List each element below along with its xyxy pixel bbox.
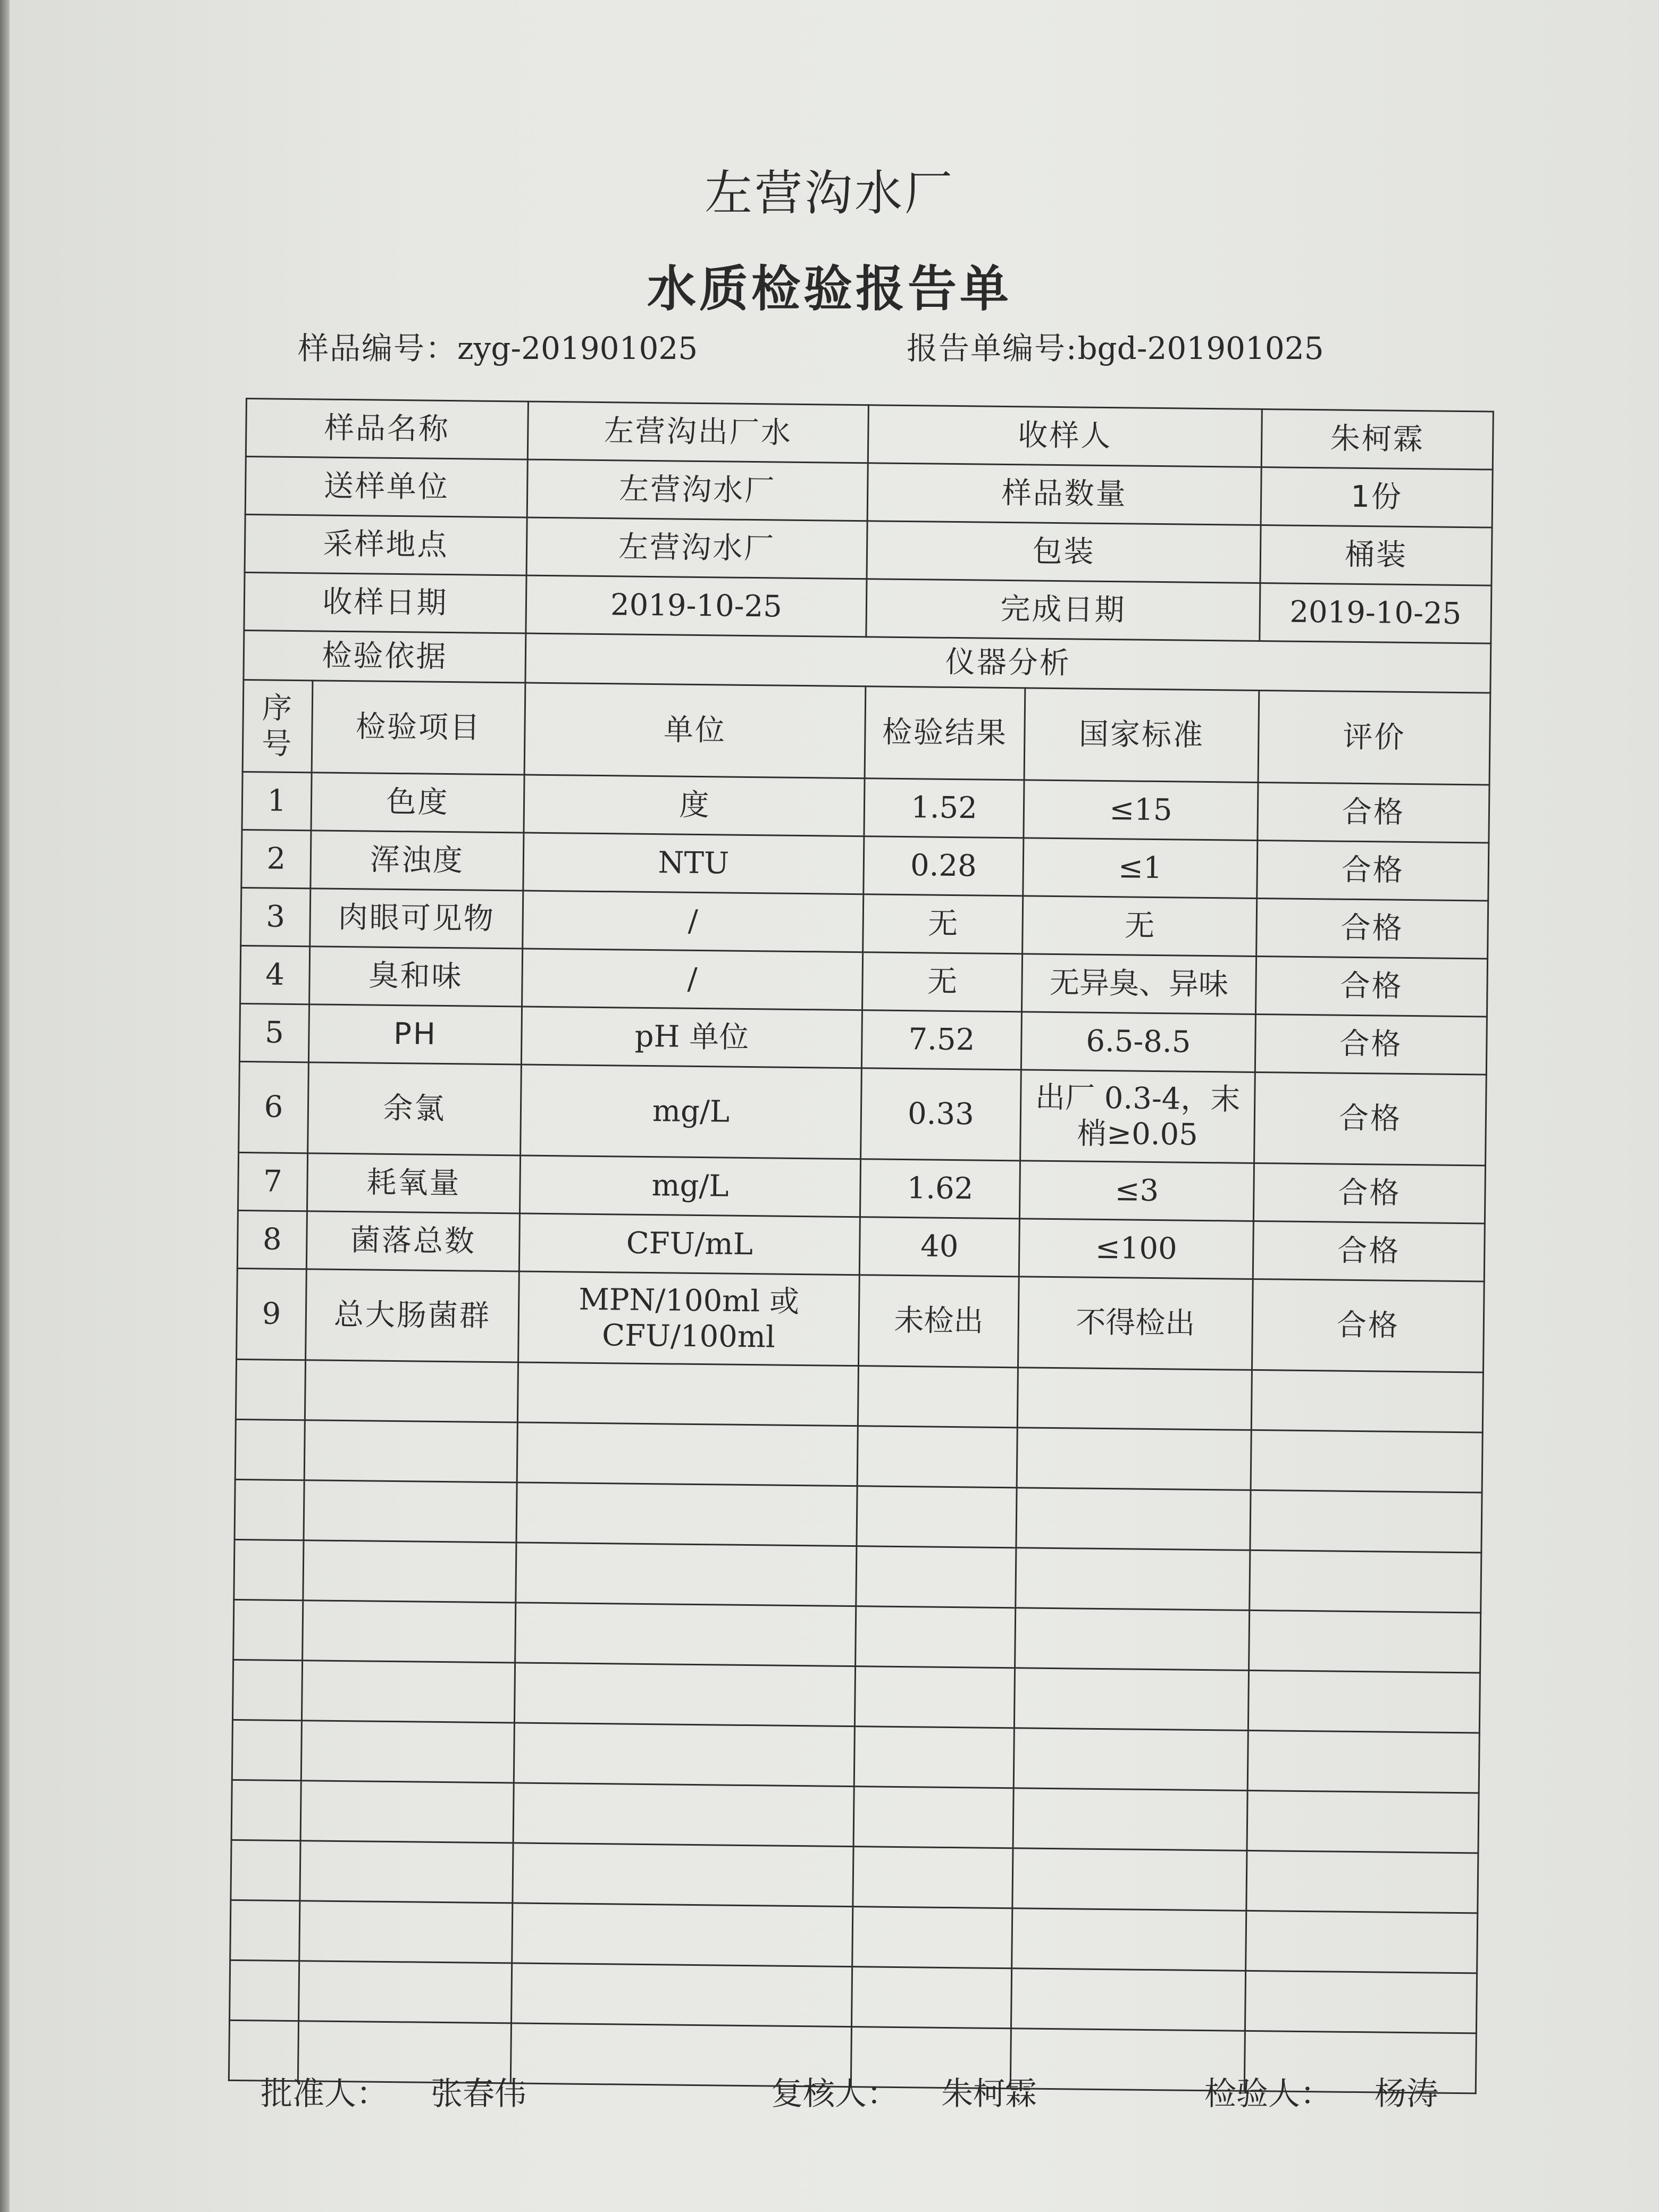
inspector-label: 检验人：	[1204, 2075, 1332, 2113]
empty-cell	[1245, 1971, 1477, 2033]
empty-cell	[857, 1486, 1017, 1548]
cell-no: 4	[240, 945, 310, 1004]
receiver-label: 收样人	[868, 405, 1262, 467]
empty-cell	[853, 1847, 1013, 1908]
empty-cell	[1251, 1430, 1482, 1493]
empty-cell	[305, 1360, 518, 1422]
empty-cell	[514, 1723, 854, 1787]
sample-number-label: 样品编号：	[298, 330, 458, 366]
empty-cell	[1248, 1670, 1480, 1733]
empty-cell	[231, 1840, 300, 1900]
empty-cell	[853, 1787, 1013, 1848]
empty-cell	[1246, 1850, 1478, 1913]
cell-result: 无	[862, 952, 1023, 1012]
cell-no: 1	[242, 772, 312, 830]
empty-cell	[857, 1426, 1017, 1488]
packaging-label: 包装	[867, 521, 1261, 583]
cell-no: 2	[241, 830, 311, 888]
empty-cell	[1016, 1488, 1251, 1551]
cell-standard: ≤15	[1024, 780, 1258, 841]
cell-evaluation: 合格	[1255, 956, 1487, 1017]
cell-unit: pH 单位	[521, 1007, 862, 1068]
receive-date-value: 2019-10-25	[526, 575, 867, 637]
col-header-no: 序号	[242, 680, 313, 772]
empty-cell	[516, 1482, 857, 1546]
empty-cell	[304, 1480, 517, 1543]
reviewer	[771, 2068, 1037, 2114]
sender-unit-value: 左营沟水厂	[527, 459, 868, 521]
sample-number-value: zyg-201901025	[457, 330, 698, 366]
empty-cell	[1250, 1550, 1481, 1613]
col-header-evaluation: 评价	[1258, 690, 1490, 785]
empty-cell	[512, 1963, 852, 2027]
cell-item: 耗氧量	[307, 1153, 520, 1213]
cell-result: 1.52	[864, 778, 1024, 838]
cell-standard: ≤3	[1019, 1161, 1254, 1221]
empty-cell	[856, 1606, 1016, 1668]
item-rows	[237, 772, 1489, 1372]
cell-standard: 无异臭、异味	[1021, 954, 1256, 1015]
empty-cell	[1013, 1788, 1247, 1851]
finish-date-label: 完成日期	[866, 579, 1260, 641]
basis-value: 仪器分析	[525, 633, 1491, 693]
cell-item: 菌落总数	[306, 1211, 520, 1271]
empty-cell	[1246, 1911, 1478, 1973]
empty-cell	[517, 1422, 858, 1486]
empty-cell	[1249, 1610, 1481, 1673]
cell-unit: CFU/mL	[519, 1213, 860, 1275]
cell-unit: MPN/100ml 或 CFU/100ml	[518, 1271, 860, 1366]
empty-cell	[513, 1843, 853, 1907]
cell-no: 6	[239, 1061, 309, 1153]
empty-rows	[229, 1359, 1483, 2093]
col-header-item: 检验项目	[312, 681, 525, 775]
empty-cell	[303, 1601, 516, 1663]
empty-cell	[856, 1546, 1016, 1608]
cell-unit: 度	[524, 775, 865, 836]
empty-cell	[304, 1420, 517, 1482]
empty-cell	[234, 1539, 304, 1600]
empty-cell	[1012, 1908, 1246, 1971]
empty-cell	[1014, 1668, 1249, 1731]
cell-item: PH	[308, 1004, 522, 1065]
empty-cell	[230, 1900, 300, 1960]
cell-evaluation: 合格	[1253, 1163, 1485, 1224]
cell-no: 9	[237, 1268, 307, 1360]
quantity-value: 1份	[1261, 467, 1493, 528]
cell-evaluation: 合格	[1258, 782, 1489, 843]
sample-number	[298, 323, 698, 368]
cell-result: 未检出	[858, 1275, 1019, 1368]
empty-cell	[236, 1359, 305, 1420]
basis-label: 检验依据	[244, 630, 526, 683]
cell-item: 浑浊度	[311, 831, 524, 891]
approver-label: 批准人：	[261, 2075, 388, 2113]
empty-cell	[300, 1781, 514, 1843]
empty-cell	[232, 1660, 302, 1720]
table-row	[239, 1061, 1487, 1166]
empty-cell	[512, 1903, 853, 1967]
cell-item: 肉眼可见物	[310, 889, 523, 949]
empty-cell	[1247, 1790, 1479, 1853]
cell-no: 3	[241, 887, 311, 946]
cell-standard: 出厂 0.3-4，末梢≥0.05	[1020, 1070, 1255, 1163]
reviewer-label: 复核人：	[771, 2075, 899, 2113]
cell-result: 40	[859, 1217, 1019, 1277]
sender-unit-label: 送样单位	[245, 457, 527, 518]
col-header-result: 检验结果	[865, 686, 1025, 780]
receive-date-label: 收样日期	[244, 572, 526, 633]
cell-unit: mg/L	[521, 1065, 862, 1159]
approver	[261, 2068, 526, 2114]
cell-evaluation: 合格	[1252, 1279, 1484, 1372]
table-row	[237, 1268, 1485, 1372]
cell-result: 7.52	[861, 1010, 1021, 1070]
cell-evaluation: 合格	[1253, 1221, 1485, 1281]
report-number	[907, 323, 1324, 368]
cell-standard: 无	[1023, 896, 1257, 957]
receiver-value: 朱柯霖	[1261, 409, 1493, 470]
quantity-label: 样品数量	[867, 463, 1261, 525]
report-title: 水质检验报告单	[647, 261, 1012, 317]
empty-cell	[517, 1362, 858, 1426]
cell-standard: ≤100	[1019, 1219, 1253, 1279]
empty-cell	[303, 1540, 516, 1603]
finish-date-value: 2019-10-25	[1260, 583, 1492, 643]
column-header-row	[242, 680, 1490, 785]
cell-item: 色度	[311, 773, 524, 833]
cell-evaluation: 合格	[1254, 1072, 1487, 1166]
reviewer-name: 朱柯霖	[941, 2075, 1037, 2113]
cell-no: 5	[239, 1003, 309, 1062]
empty-cell	[1016, 1548, 1250, 1611]
empty-cell	[230, 1960, 299, 2021]
page-edge-shadow	[0, 0, 10, 2212]
empty-cell	[516, 1543, 857, 1606]
cell-standard: 不得检出	[1018, 1277, 1253, 1370]
location-value: 左营沟水厂	[526, 517, 867, 579]
empty-cell	[851, 1967, 1011, 2029]
empty-cell	[232, 1720, 301, 1780]
empty-cell	[233, 1599, 303, 1660]
empty-cell	[301, 1721, 514, 1783]
cell-result: 0.28	[864, 836, 1024, 896]
cell-result: 0.33	[861, 1068, 1021, 1161]
approver-name: 张春伟	[431, 2075, 526, 2113]
cell-result: 无	[863, 894, 1023, 954]
empty-cell	[858, 1366, 1018, 1428]
empty-cell	[1247, 1730, 1479, 1793]
empty-cell	[300, 1841, 513, 1903]
location-label: 采样地点	[245, 515, 527, 576]
company-title: 左营沟水厂	[705, 165, 954, 221]
cell-item: 余氯	[308, 1062, 522, 1155]
cell-item: 总大肠菌群	[306, 1269, 520, 1362]
cell-standard: 6.5-8.5	[1021, 1012, 1255, 1073]
empty-cell	[1015, 1608, 1250, 1671]
empty-cell	[1250, 1490, 1482, 1553]
cell-unit: mg/L	[520, 1155, 860, 1217]
cell-unit: /	[522, 949, 863, 1010]
empty-cell	[299, 1961, 512, 2023]
empty-cell	[231, 1780, 301, 1840]
empty-cell	[854, 1666, 1015, 1728]
empty-cell	[234, 1479, 304, 1540]
empty-cell	[1012, 1848, 1247, 1911]
cell-unit: NTU	[523, 833, 864, 894]
empty-cell	[235, 1419, 305, 1480]
empty-cell	[515, 1603, 856, 1666]
sample-name-value: 左营沟出厂水	[527, 401, 868, 463]
empty-cell	[1013, 1728, 1248, 1791]
packaging-value: 桶装	[1260, 525, 1492, 586]
inspector	[1204, 2068, 1438, 2114]
empty-cell	[301, 1661, 515, 1723]
report-number-label: 报告单编号:	[907, 330, 1078, 366]
empty-cell	[1017, 1428, 1251, 1490]
col-header-unit: 单位	[524, 683, 866, 778]
col-header-standard: 国家标准	[1024, 688, 1259, 783]
inspector-name: 杨涛	[1375, 2075, 1438, 2113]
empty-cell	[1251, 1370, 1483, 1432]
cell-unit: /	[523, 891, 864, 952]
empty-cell	[1011, 1968, 1245, 2031]
cell-evaluation: 合格	[1256, 898, 1488, 959]
empty-cell	[514, 1663, 855, 1727]
inspection-table	[228, 398, 1494, 2094]
empty-cell	[852, 1907, 1012, 1968]
sample-name-label: 样品名称	[246, 399, 528, 460]
cell-evaluation: 合格	[1257, 840, 1489, 901]
cell-no: 8	[237, 1210, 307, 1269]
cell-no: 7	[238, 1152, 307, 1211]
report-number-value: bgd-201901025	[1077, 330, 1324, 366]
cell-standard: ≤1	[1023, 838, 1258, 899]
empty-cell	[854, 1727, 1014, 1788]
empty-cell	[513, 1783, 854, 1847]
cell-result: 1.62	[860, 1159, 1020, 1219]
cell-item: 臭和味	[309, 946, 523, 1007]
empty-cell	[1017, 1368, 1252, 1430]
cell-evaluation: 合格	[1255, 1014, 1487, 1075]
empty-cell	[299, 1901, 513, 1963]
